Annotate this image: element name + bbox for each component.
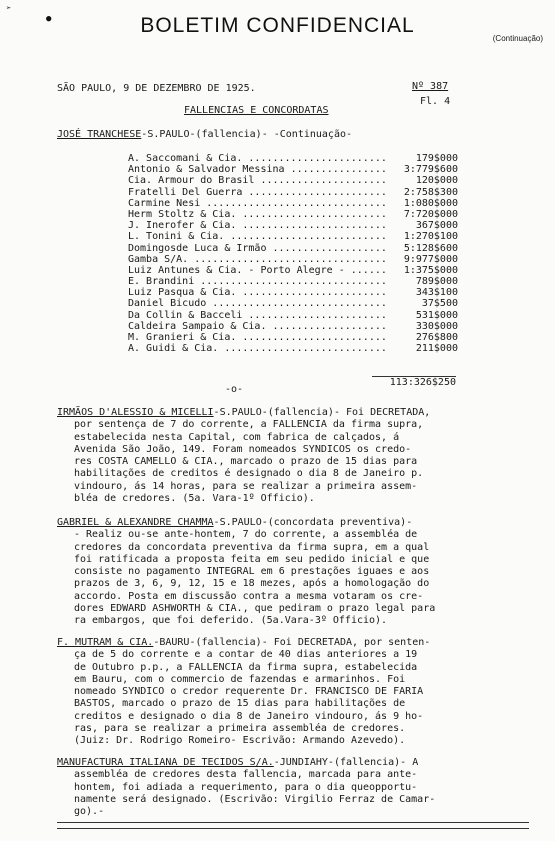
bottom-rule — [57, 828, 529, 829]
dateline-date: SÃO PAULO, 9 DE DEZEMBRO DE 1925. — [57, 83, 256, 94]
case-line: -JUNDIAHY-(fallencia)- A — [273, 757, 419, 768]
creditor-name: A. Guidi & Cia. ..... — [128, 343, 386, 354]
creditor-row — [128, 343, 458, 354]
case-line: ra embargos, que foi deferido. (5a.Vara-3º Officio). — [74, 615, 388, 627]
sheet-number: Fl. 4 — [420, 96, 451, 107]
case-line: - Realiz ou-se ante-hontem, 7 do corrente, a assembléa de — [74, 529, 418, 541]
creditor-name: Carmine Nesi ..... — [128, 198, 386, 209]
creditor-row — [128, 287, 458, 298]
creditor-row — [128, 175, 458, 186]
creditor-amount: 531$000 — [415, 309, 458, 321]
case-heading: MANUFACTURA ITALIANA DE TECIDOS S/A. — [57, 757, 274, 768]
creditor-row — [128, 254, 458, 265]
scan-mark: ➣ — [6, 4, 12, 14]
creditor-name: M. Granieri & Cia. ..... — [128, 332, 386, 343]
scan-dot: ● — [46, 14, 52, 24]
case-heading: IRMÃOS D'ALESSIO & MICELLI — [57, 407, 214, 418]
case-line: dores EDWARD ASHWORTH & CIA., que pediram o prazo legal para — [74, 603, 436, 615]
case-line: de Outubro p.p., a FALLENCIA da firma supra, estabelecida — [74, 661, 418, 673]
case-line: BASTOS, marcado o prazo de 15 dias para habilitações de — [74, 698, 406, 710]
creditor-row — [128, 310, 458, 321]
case-line: foi ratificada a proposta feita em seu pedido inicial e que — [74, 553, 430, 565]
creditor-name: L. Tonini & Cia. ..... — [128, 231, 386, 242]
creditor-row — [128, 298, 458, 309]
creditor-amount: 1:270$100 — [403, 231, 458, 243]
bulletin-title: BOLETIM CONFIDENCIAL — [140, 14, 415, 37]
creditor-amount: 367$000 — [415, 220, 458, 232]
case-line: hontem, foi adiada a requerimento, para o dia queopportu- — [74, 781, 418, 793]
case-line: -S.PAULO-(fallencia)- Foi DECRETADA, — [213, 407, 431, 418]
case-line: consiste no pagamento INTEGRAL em 6 prestações iguaes e aos — [74, 566, 430, 578]
case-line: prazos de 3, 6, 9, 12, 15 e 18 mezes, após a homologação do — [74, 578, 430, 590]
creditor-name: A. Saccomani & Cia. ..... — [128, 153, 386, 164]
creditor-row — [128, 276, 458, 287]
case-line: estabelecida nesta Capital, com fabrica de calçados, á — [74, 431, 400, 443]
case-heading: F. MUTRAM & CIA. — [57, 637, 154, 648]
creditor-amount: 7:720$000 — [403, 208, 458, 220]
case-line: Avenida São João, 149. Foram nomeados SYNDICOS os credo- — [74, 443, 412, 455]
creditor-amount: 1:080$000 — [403, 197, 458, 209]
creditor-amount: 9:977$000 — [403, 253, 458, 265]
case-manufactura — [57, 757, 435, 818]
case-heading: GABRIEL & ALEXANDRE CHAMMA — [57, 517, 214, 528]
creditor-total: 113:326$250 — [372, 376, 456, 388]
bottom-rule — [57, 822, 529, 823]
case-line: accordo. Posta em discussão contra a mesma votaram os cre- — [74, 590, 424, 602]
case-line: namente será designado. (Escrivão: Virgilio Ferraz de Camar- — [74, 793, 436, 805]
creditor-amount: 3:779$600 — [403, 164, 458, 176]
creditor-amount: 343$100 — [415, 287, 458, 299]
creditor-row — [128, 265, 458, 276]
case-line: bléa de credores. (5a. Vara-1º Officio). — [74, 493, 315, 505]
creditor-name: Luiz Pasqua & Cia. ..... — [128, 287, 386, 298]
case-chamma — [57, 517, 435, 628]
creditor-name: Luiz Antunes & Cia. - Porto Alegre - ..... — [128, 265, 386, 276]
creditor-name: Antonio & Salvador Messina ..... — [128, 164, 386, 175]
creditor-row — [128, 220, 458, 231]
case-heading-name: JOSÉ TRANCHESE — [57, 129, 142, 140]
creditor-name: Herm Stoltz & Cia. ..... — [128, 209, 386, 220]
case-line: habilitações de creditos é designado o dia 8 de Janeiro p. — [74, 468, 424, 480]
creditor-amount: 1:375$000 — [403, 264, 458, 276]
creditor-name: Domingosde Luca & Irmão ..... — [128, 243, 386, 254]
case-mutram — [57, 637, 430, 748]
creditor-name: Daniel Bicudo ..... — [128, 298, 386, 309]
creditor-name: Da Collin & Bacceli ..... — [128, 310, 386, 321]
creditor-name: Fratelli Del Guerra ..... — [128, 187, 386, 198]
creditor-row — [128, 198, 458, 209]
creditor-amount: 789$000 — [415, 276, 458, 288]
section-title: FALLENCIAS E CONCORDATAS — [184, 105, 329, 116]
creditor-amount: 120$000 — [415, 175, 458, 187]
continuation-note: (Continuação) — [492, 34, 543, 43]
creditor-name: Cia. Armour do Brasil ..... — [128, 175, 386, 186]
creditor-name: Caldeira Sampaio & Cia. ..... — [128, 321, 386, 332]
case-line: -BAURU-(fallencia)- Foi DECRETADA, por senten- — [153, 637, 431, 648]
case-line: nomeado SYNDICO o credor requerente Dr. FRANCISCO DE FARIA — [74, 686, 424, 698]
case-line: vindouro, ás 14 horas, para se realizar a primeira assem- — [74, 480, 418, 492]
creditor-amount: 37$500 — [421, 298, 458, 310]
creditor-row — [128, 231, 458, 242]
case-line: ras, para se realizar a primeira assembléa de credores. — [74, 723, 406, 735]
creditor-row — [128, 332, 458, 343]
case-line: em Bauru, com o commercio de fazendas e armarinhos. Foi — [74, 673, 406, 685]
bulletin-number: Nº 387 — [412, 81, 449, 92]
case-line: creditos e designado o dia 8 de Janeiro vindouro, ás 9 ho- — [74, 710, 424, 722]
case-line: assembléa de credores desta fallencia, marcada para ante- — [74, 769, 418, 781]
creditor-row — [128, 321, 458, 332]
creditor-name: E. Brandini ..... — [128, 276, 386, 287]
case-line: por sentença de 7 do corrente, a FALLENCIA da firma supra, — [74, 419, 424, 431]
case-line: -S.PAULO-(concordata preventiva)- — [213, 517, 413, 528]
creditor-row — [128, 209, 458, 220]
creditor-name: J. Inerofer & Cia. ..... — [128, 220, 386, 231]
case-line: go).- — [74, 806, 105, 818]
case-heading-rest: -S.PAULO-(fallencia)- -Continuação- — [141, 129, 353, 140]
creditor-list — [128, 153, 458, 354]
creditor-amount: 5:128$600 — [403, 242, 458, 254]
creditor-amount: 330$000 — [415, 320, 458, 332]
creditor-row — [128, 153, 458, 164]
creditor-row — [128, 187, 458, 198]
case-dalessio — [57, 407, 430, 505]
case-line: ça de 5 do corrente e a contar de 40 dias anteriores a 19 — [74, 649, 418, 661]
separator: -o- — [225, 384, 244, 395]
case-line: credores da concordata preventiva da firma supra, em a qual — [74, 541, 430, 553]
creditor-row — [128, 243, 458, 254]
creditor-amount: 179$000 — [415, 153, 458, 164]
creditor-row — [128, 164, 458, 175]
creditor-name: Gamba S/A. ..... — [128, 254, 386, 265]
case-line: (Juiz: Dr. Rodrigo Romeiro- Escrivão: Armando Azevedo). — [74, 735, 406, 747]
case-heading — [57, 128, 352, 141]
creditor-amount: 276$800 — [415, 332, 458, 343]
creditor-amount: 2:758$300 — [403, 186, 458, 198]
creditor-amount: 211$000 — [415, 343, 458, 355]
case-line: res COSTA CAMELLO & CIA., marcado o prazo de 15 dias para — [74, 456, 418, 468]
